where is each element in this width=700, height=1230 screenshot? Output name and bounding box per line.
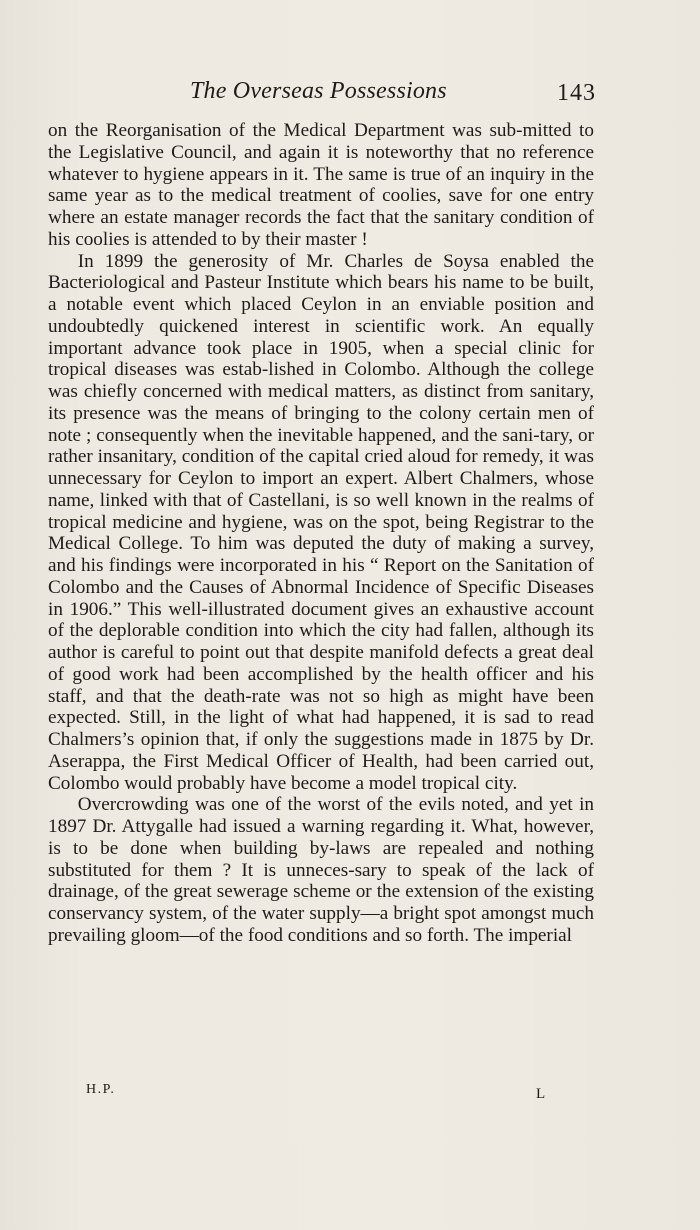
signature-mark: H.P. xyxy=(86,1082,116,1097)
paragraph: In 1899 the generosity of Mr. Charles de Soysa enabled the Bacteriological and Pasteur Institute which bears his name to be built, a notable event which placed Ceylon in an enviable position and undoubtedly quickened interest in scientific work. An equally important advance took place in 1905, when a special clinic for tropical diseases was estab-lished in Colombo. Although the college was chiefly concerned with medical matters, as distinct from sanitary, its presence was the means of bringing to the colony certain men of note ; consequently when the inevitable happened, and the sani-tary, or rather insanitary, condition of the capital cried aloud for remedy, it was unnecessary for Ceylon to import an expert. Albert Chalmers, whose name, linked with that of Castellani, is so well known in the realms of tropical medicine and hygiene, was on the spot, being Registrar to the Medical College. To him was deputed the duty of making a survey, and his findings were incorporated in his “ Report on the Sanitation of Colombo and the Causes of Abnormal Incidence of Specific Diseases in 1906.” This well-illustrated document gives an exhaustive account of the deplorable condition into which the city had fallen, although its author is careful to point out that despite manifold defects a great deal of good work had been accomplished by the health officer and his staff, and that the death-rate was not so high as might have been expected. Still, in the light of what had happened, it is sad to read Chalmers’s opinion that, if only the suggestions made in 1875 by Dr. Aserappa, the First Medical Officer of Health, had been carried out, Colombo would probably have become a model tropical city. xyxy=(48,250,594,794)
paragraph: Overcrowding was one of the worst of the evils noted, and yet in 1897 Dr. Attygalle had issued a warning regarding it. What, however, is to be done when building by-laws are repealed and nothing substituted for them ? It is unneces-sary to speak of the lack of drainage, of the great sewerage scheme or the extension of the existing conservancy system, of the water supply—a bright spot amongst much prevailing gloom—of the food conditions and so forth. The imperial xyxy=(48,794,594,946)
paragraph-continued: on the Reorganisation of the Medical Department was sub-mitted to the Legislative Council, and again it is noteworthy that no reference whatever to hygiene appears in it. The same is true of an inquiry in the same year as to the medical treatment of coolies, save for one entry where an estate manager records the fact that the sanitary condition of his coolies is attended to by their master ! xyxy=(48,120,594,250)
page-footer xyxy=(48,1082,548,1112)
page-number: 143 xyxy=(557,80,596,106)
signature-letter: L xyxy=(536,1086,547,1102)
running-head-title: The Overseas Possessions xyxy=(190,78,447,104)
running-head xyxy=(48,78,596,112)
body-text xyxy=(48,120,594,947)
